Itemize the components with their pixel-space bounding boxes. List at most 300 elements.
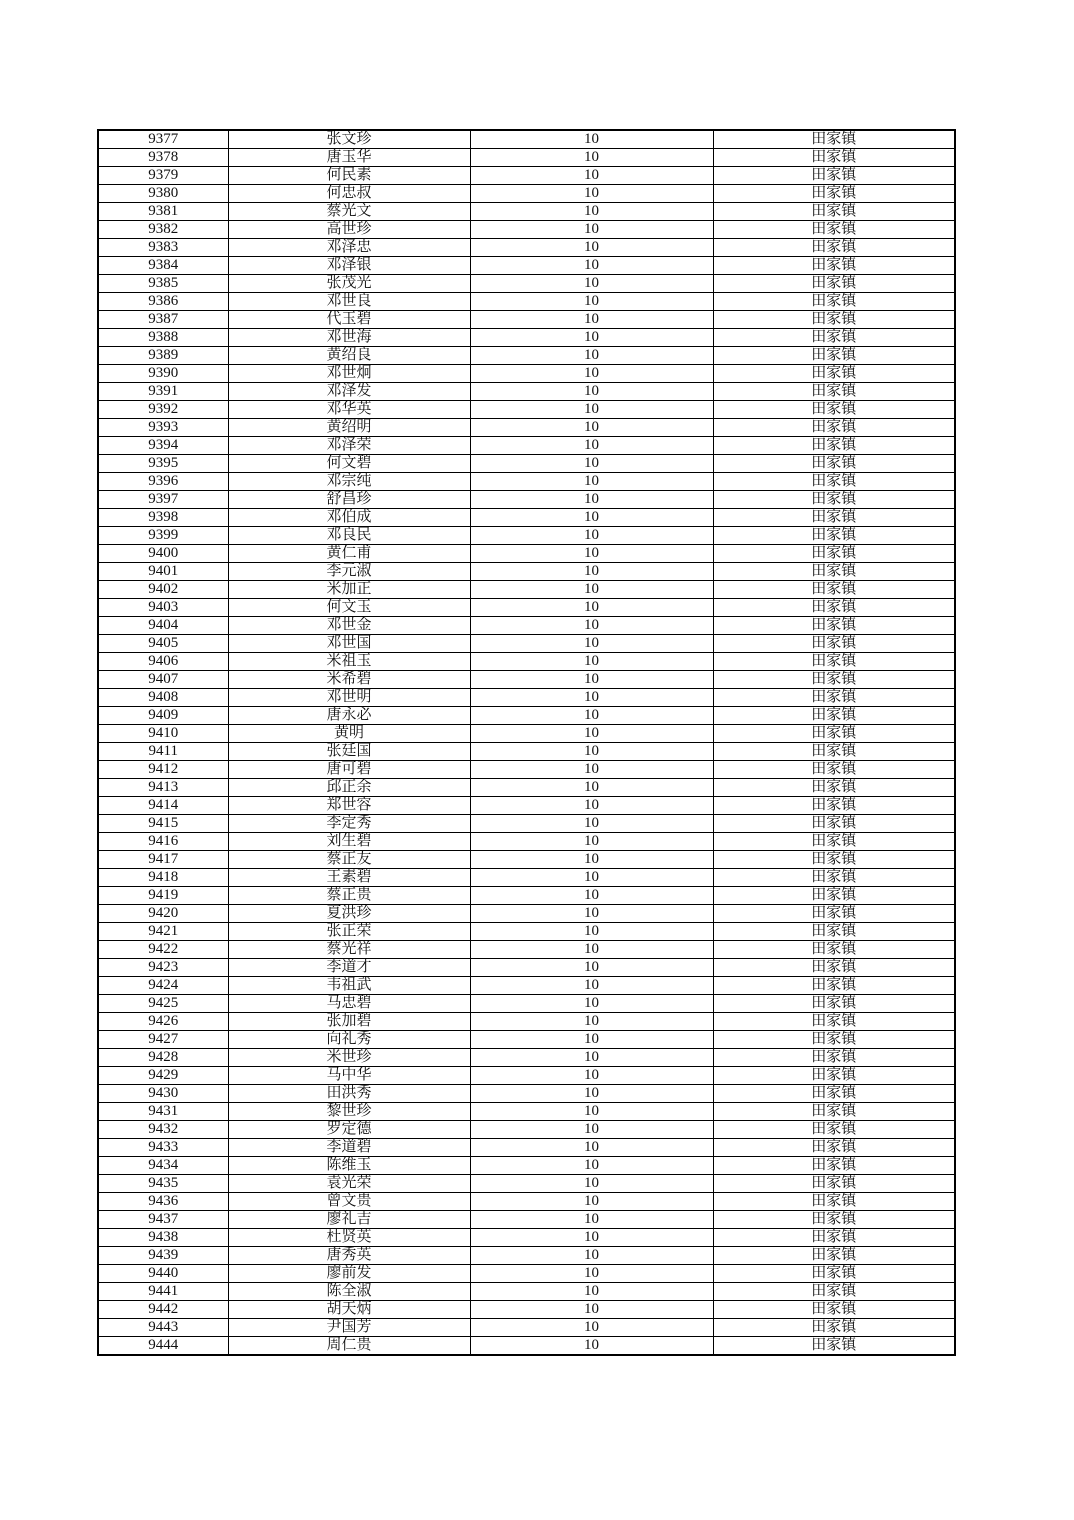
table-row xyxy=(98,419,955,437)
town-cell: 田家镇 xyxy=(713,617,955,635)
name-cell: 唐永必 xyxy=(228,707,470,725)
town-cell: 田家镇 xyxy=(713,1103,955,1121)
row-number-cell: 9438 xyxy=(98,1229,228,1247)
town-cell: 田家镇 xyxy=(713,437,955,455)
amount-cell: 10 xyxy=(470,743,713,761)
table-row xyxy=(98,347,955,365)
row-number-cell: 9430 xyxy=(98,1085,228,1103)
town-cell: 田家镇 xyxy=(713,599,955,617)
amount-cell: 10 xyxy=(470,383,713,401)
name-cell: 周仁贵 xyxy=(228,1337,470,1356)
town-cell: 田家镇 xyxy=(713,130,955,149)
row-number-cell: 9418 xyxy=(98,869,228,887)
name-cell: 马中华 xyxy=(228,1067,470,1085)
amount-cell: 10 xyxy=(470,437,713,455)
town-cell: 田家镇 xyxy=(713,707,955,725)
amount-cell: 10 xyxy=(470,130,713,149)
name-cell: 邓泽荣 xyxy=(228,437,470,455)
town-cell: 田家镇 xyxy=(713,1085,955,1103)
row-number-cell: 9415 xyxy=(98,815,228,833)
row-number-cell: 9428 xyxy=(98,1049,228,1067)
name-cell: 米希碧 xyxy=(228,671,470,689)
name-cell: 唐秀英 xyxy=(228,1247,470,1265)
town-cell: 田家镇 xyxy=(713,725,955,743)
amount-cell: 10 xyxy=(470,221,713,239)
town-cell: 田家镇 xyxy=(713,1157,955,1175)
table-row xyxy=(98,275,955,293)
amount-cell: 10 xyxy=(470,1049,713,1067)
name-cell: 邓世良 xyxy=(228,293,470,311)
amount-cell: 10 xyxy=(470,527,713,545)
table-row xyxy=(98,1319,955,1337)
amount-cell: 10 xyxy=(470,1085,713,1103)
table-row xyxy=(98,1085,955,1103)
row-number-cell: 9395 xyxy=(98,455,228,473)
table-row xyxy=(98,167,955,185)
town-cell: 田家镇 xyxy=(713,581,955,599)
row-number-cell: 9389 xyxy=(98,347,228,365)
row-number-cell: 9420 xyxy=(98,905,228,923)
amount-cell: 10 xyxy=(470,401,713,419)
town-cell: 田家镇 xyxy=(713,275,955,293)
table-row xyxy=(98,329,955,347)
amount-cell: 10 xyxy=(470,455,713,473)
table-row xyxy=(98,743,955,761)
row-number-cell: 9401 xyxy=(98,563,228,581)
table-row xyxy=(98,653,955,671)
row-number-cell: 9431 xyxy=(98,1103,228,1121)
name-cell: 唐玉华 xyxy=(228,149,470,167)
amount-cell: 10 xyxy=(470,887,713,905)
amount-cell: 10 xyxy=(470,851,713,869)
name-cell: 向礼秀 xyxy=(228,1031,470,1049)
table-row xyxy=(98,977,955,995)
row-number-cell: 9382 xyxy=(98,221,228,239)
table-row xyxy=(98,617,955,635)
town-cell: 田家镇 xyxy=(713,221,955,239)
table-row xyxy=(98,833,955,851)
amount-cell: 10 xyxy=(470,1265,713,1283)
row-number-cell: 9377 xyxy=(98,130,228,149)
table-row xyxy=(98,707,955,725)
town-cell: 田家镇 xyxy=(713,1121,955,1139)
name-cell: 李元淑 xyxy=(228,563,470,581)
name-cell: 罗定德 xyxy=(228,1121,470,1139)
table-row xyxy=(98,689,955,707)
amount-cell: 10 xyxy=(470,761,713,779)
town-cell: 田家镇 xyxy=(713,1229,955,1247)
row-number-cell: 9379 xyxy=(98,167,228,185)
table-row xyxy=(98,1121,955,1139)
row-number-cell: 9387 xyxy=(98,311,228,329)
table-row xyxy=(98,887,955,905)
table-row xyxy=(98,509,955,527)
amount-cell: 10 xyxy=(470,275,713,293)
table-row xyxy=(98,365,955,383)
town-cell: 田家镇 xyxy=(713,887,955,905)
name-cell: 邓世炯 xyxy=(228,365,470,383)
amount-cell: 10 xyxy=(470,815,713,833)
table-row xyxy=(98,563,955,581)
amount-cell: 10 xyxy=(470,293,713,311)
name-cell: 黎世珍 xyxy=(228,1103,470,1121)
amount-cell: 10 xyxy=(470,491,713,509)
row-number-cell: 9432 xyxy=(98,1121,228,1139)
row-number-cell: 9402 xyxy=(98,581,228,599)
row-number-cell: 9442 xyxy=(98,1301,228,1319)
table-row xyxy=(98,1031,955,1049)
table-row xyxy=(98,635,955,653)
town-cell: 田家镇 xyxy=(713,419,955,437)
amount-cell: 10 xyxy=(470,1283,713,1301)
row-number-cell: 9419 xyxy=(98,887,228,905)
amount-cell: 10 xyxy=(470,1175,713,1193)
row-number-cell: 9406 xyxy=(98,653,228,671)
table-row xyxy=(98,437,955,455)
town-cell: 田家镇 xyxy=(713,995,955,1013)
name-cell: 刘生碧 xyxy=(228,833,470,851)
row-number-cell: 9393 xyxy=(98,419,228,437)
row-number-cell: 9422 xyxy=(98,941,228,959)
table-row xyxy=(98,725,955,743)
table-row xyxy=(98,905,955,923)
table-row xyxy=(98,599,955,617)
town-cell: 田家镇 xyxy=(713,761,955,779)
town-cell: 田家镇 xyxy=(713,185,955,203)
town-cell: 田家镇 xyxy=(713,797,955,815)
name-cell: 曾文贵 xyxy=(228,1193,470,1211)
name-cell: 邓宗纯 xyxy=(228,473,470,491)
town-cell: 田家镇 xyxy=(713,1031,955,1049)
town-cell: 田家镇 xyxy=(713,671,955,689)
name-cell: 米祖玉 xyxy=(228,653,470,671)
town-cell: 田家镇 xyxy=(713,311,955,329)
amount-cell: 10 xyxy=(470,599,713,617)
table-row xyxy=(98,1247,955,1265)
table-body xyxy=(98,130,955,1355)
row-number-cell: 9397 xyxy=(98,491,228,509)
name-cell: 蔡光祥 xyxy=(228,941,470,959)
row-number-cell: 9390 xyxy=(98,365,228,383)
amount-cell: 10 xyxy=(470,1247,713,1265)
table-row xyxy=(98,527,955,545)
amount-cell: 10 xyxy=(470,1031,713,1049)
amount-cell: 10 xyxy=(470,833,713,851)
town-cell: 田家镇 xyxy=(713,401,955,419)
data-table xyxy=(97,129,956,1356)
row-number-cell: 9383 xyxy=(98,239,228,257)
town-cell: 田家镇 xyxy=(713,833,955,851)
town-cell: 田家镇 xyxy=(713,815,955,833)
row-number-cell: 9435 xyxy=(98,1175,228,1193)
name-cell: 邓良民 xyxy=(228,527,470,545)
table-row xyxy=(98,869,955,887)
table-row xyxy=(98,959,955,977)
amount-cell: 10 xyxy=(470,311,713,329)
town-cell: 田家镇 xyxy=(713,545,955,563)
row-number-cell: 9388 xyxy=(98,329,228,347)
table-row xyxy=(98,1229,955,1247)
name-cell: 黄绍良 xyxy=(228,347,470,365)
table-row xyxy=(98,149,955,167)
town-cell: 田家镇 xyxy=(713,869,955,887)
amount-cell: 10 xyxy=(470,959,713,977)
table-row xyxy=(98,1013,955,1031)
amount-cell: 10 xyxy=(470,1229,713,1247)
row-number-cell: 9410 xyxy=(98,725,228,743)
town-cell: 田家镇 xyxy=(713,1337,955,1356)
town-cell: 田家镇 xyxy=(713,653,955,671)
table-row xyxy=(98,815,955,833)
town-cell: 田家镇 xyxy=(713,1265,955,1283)
table-row xyxy=(98,239,955,257)
town-cell: 田家镇 xyxy=(713,563,955,581)
table-row xyxy=(98,491,955,509)
row-number-cell: 9391 xyxy=(98,383,228,401)
town-cell: 田家镇 xyxy=(713,977,955,995)
town-cell: 田家镇 xyxy=(713,1247,955,1265)
row-number-cell: 9434 xyxy=(98,1157,228,1175)
amount-cell: 10 xyxy=(470,1121,713,1139)
name-cell: 唐可碧 xyxy=(228,761,470,779)
row-number-cell: 9408 xyxy=(98,689,228,707)
name-cell: 黄绍明 xyxy=(228,419,470,437)
row-number-cell: 9426 xyxy=(98,1013,228,1031)
amount-cell: 10 xyxy=(470,995,713,1013)
amount-cell: 10 xyxy=(470,653,713,671)
town-cell: 田家镇 xyxy=(713,851,955,869)
amount-cell: 10 xyxy=(470,239,713,257)
town-cell: 田家镇 xyxy=(713,1283,955,1301)
town-cell: 田家镇 xyxy=(713,347,955,365)
row-number-cell: 9421 xyxy=(98,923,228,941)
table-row xyxy=(98,293,955,311)
table-row xyxy=(98,1265,955,1283)
row-number-cell: 9441 xyxy=(98,1283,228,1301)
name-cell: 袁光荣 xyxy=(228,1175,470,1193)
table-row xyxy=(98,923,955,941)
name-cell: 邓泽发 xyxy=(228,383,470,401)
town-cell: 田家镇 xyxy=(713,905,955,923)
row-number-cell: 9409 xyxy=(98,707,228,725)
row-number-cell: 9424 xyxy=(98,977,228,995)
table-row xyxy=(98,797,955,815)
row-number-cell: 9444 xyxy=(98,1337,228,1356)
name-cell: 何忠叔 xyxy=(228,185,470,203)
table-row xyxy=(98,221,955,239)
name-cell: 米世珍 xyxy=(228,1049,470,1067)
amount-cell: 10 xyxy=(470,149,713,167)
name-cell: 李道才 xyxy=(228,959,470,977)
town-cell: 田家镇 xyxy=(713,329,955,347)
town-cell: 田家镇 xyxy=(713,743,955,761)
amount-cell: 10 xyxy=(470,941,713,959)
name-cell: 张廷国 xyxy=(228,743,470,761)
amount-cell: 10 xyxy=(470,1319,713,1337)
name-cell: 陈维玉 xyxy=(228,1157,470,1175)
row-number-cell: 9437 xyxy=(98,1211,228,1229)
row-number-cell: 9381 xyxy=(98,203,228,221)
row-number-cell: 9400 xyxy=(98,545,228,563)
name-cell: 蔡正友 xyxy=(228,851,470,869)
town-cell: 田家镇 xyxy=(713,1175,955,1193)
town-cell: 田家镇 xyxy=(713,1301,955,1319)
amount-cell: 10 xyxy=(470,869,713,887)
name-cell: 何文玉 xyxy=(228,599,470,617)
row-number-cell: 9416 xyxy=(98,833,228,851)
amount-cell: 10 xyxy=(470,797,713,815)
name-cell: 张加碧 xyxy=(228,1013,470,1031)
amount-cell: 10 xyxy=(470,185,713,203)
amount-cell: 10 xyxy=(470,1337,713,1356)
name-cell: 何民素 xyxy=(228,167,470,185)
amount-cell: 10 xyxy=(470,1193,713,1211)
row-number-cell: 9380 xyxy=(98,185,228,203)
amount-cell: 10 xyxy=(470,1013,713,1031)
row-number-cell: 9417 xyxy=(98,851,228,869)
row-number-cell: 9423 xyxy=(98,959,228,977)
table-row xyxy=(98,130,955,149)
name-cell: 夏洪珍 xyxy=(228,905,470,923)
town-cell: 田家镇 xyxy=(713,365,955,383)
row-number-cell: 9425 xyxy=(98,995,228,1013)
table-row xyxy=(98,383,955,401)
table-row xyxy=(98,761,955,779)
amount-cell: 10 xyxy=(470,419,713,437)
name-cell: 邓华英 xyxy=(228,401,470,419)
table-row xyxy=(98,1283,955,1301)
amount-cell: 10 xyxy=(470,347,713,365)
row-number-cell: 9378 xyxy=(98,149,228,167)
name-cell: 黄明 xyxy=(228,725,470,743)
amount-cell: 10 xyxy=(470,1157,713,1175)
row-number-cell: 9394 xyxy=(98,437,228,455)
row-number-cell: 9404 xyxy=(98,617,228,635)
town-cell: 田家镇 xyxy=(713,239,955,257)
name-cell: 李定秀 xyxy=(228,815,470,833)
table-row xyxy=(98,1193,955,1211)
town-cell: 田家镇 xyxy=(713,1211,955,1229)
amount-cell: 10 xyxy=(470,725,713,743)
name-cell: 邓世金 xyxy=(228,617,470,635)
name-cell: 李道碧 xyxy=(228,1139,470,1157)
name-cell: 邱正余 xyxy=(228,779,470,797)
amount-cell: 10 xyxy=(470,1139,713,1157)
row-number-cell: 9427 xyxy=(98,1031,228,1049)
row-number-cell: 9412 xyxy=(98,761,228,779)
table-row xyxy=(98,1301,955,1319)
row-number-cell: 9386 xyxy=(98,293,228,311)
row-number-cell: 9398 xyxy=(98,509,228,527)
name-cell: 韦祖武 xyxy=(228,977,470,995)
name-cell: 胡天炳 xyxy=(228,1301,470,1319)
town-cell: 田家镇 xyxy=(713,167,955,185)
table-row xyxy=(98,995,955,1013)
town-cell: 田家镇 xyxy=(713,383,955,401)
amount-cell: 10 xyxy=(470,473,713,491)
row-number-cell: 9413 xyxy=(98,779,228,797)
name-cell: 张文珍 xyxy=(228,130,470,149)
town-cell: 田家镇 xyxy=(713,1139,955,1157)
name-cell: 邓伯成 xyxy=(228,509,470,527)
name-cell: 米加正 xyxy=(228,581,470,599)
row-number-cell: 9429 xyxy=(98,1067,228,1085)
amount-cell: 10 xyxy=(470,1211,713,1229)
table-row xyxy=(98,401,955,419)
row-number-cell: 9399 xyxy=(98,527,228,545)
town-cell: 田家镇 xyxy=(713,779,955,797)
table-row xyxy=(98,1211,955,1229)
amount-cell: 10 xyxy=(470,509,713,527)
row-number-cell: 9439 xyxy=(98,1247,228,1265)
table-row xyxy=(98,941,955,959)
town-cell: 田家镇 xyxy=(713,1013,955,1031)
town-cell: 田家镇 xyxy=(713,473,955,491)
town-cell: 田家镇 xyxy=(713,959,955,977)
name-cell: 邓泽银 xyxy=(228,257,470,275)
name-cell: 邓世明 xyxy=(228,689,470,707)
row-number-cell: 9433 xyxy=(98,1139,228,1157)
amount-cell: 10 xyxy=(470,1301,713,1319)
table-row xyxy=(98,185,955,203)
name-cell: 陈全淑 xyxy=(228,1283,470,1301)
amount-cell: 10 xyxy=(470,671,713,689)
name-cell: 郑世容 xyxy=(228,797,470,815)
row-number-cell: 9411 xyxy=(98,743,228,761)
table-row xyxy=(98,257,955,275)
amount-cell: 10 xyxy=(470,779,713,797)
town-cell: 田家镇 xyxy=(713,1193,955,1211)
row-number-cell: 9405 xyxy=(98,635,228,653)
name-cell: 蔡光文 xyxy=(228,203,470,221)
amount-cell: 10 xyxy=(470,635,713,653)
row-number-cell: 9440 xyxy=(98,1265,228,1283)
town-cell: 田家镇 xyxy=(713,1319,955,1337)
name-cell: 杜贤英 xyxy=(228,1229,470,1247)
table-row xyxy=(98,203,955,221)
table-row xyxy=(98,1157,955,1175)
town-cell: 田家镇 xyxy=(713,1049,955,1067)
table-row xyxy=(98,851,955,869)
amount-cell: 10 xyxy=(470,977,713,995)
amount-cell: 10 xyxy=(470,563,713,581)
town-cell: 田家镇 xyxy=(713,491,955,509)
row-number-cell: 9384 xyxy=(98,257,228,275)
row-number-cell: 9392 xyxy=(98,401,228,419)
town-cell: 田家镇 xyxy=(713,509,955,527)
town-cell: 田家镇 xyxy=(713,455,955,473)
table-row xyxy=(98,1175,955,1193)
amount-cell: 10 xyxy=(470,329,713,347)
town-cell: 田家镇 xyxy=(713,149,955,167)
town-cell: 田家镇 xyxy=(713,527,955,545)
table-row xyxy=(98,1067,955,1085)
name-cell: 田洪秀 xyxy=(228,1085,470,1103)
town-cell: 田家镇 xyxy=(713,203,955,221)
town-cell: 田家镇 xyxy=(713,257,955,275)
row-number-cell: 9436 xyxy=(98,1193,228,1211)
name-cell: 马忠碧 xyxy=(228,995,470,1013)
row-number-cell: 9407 xyxy=(98,671,228,689)
town-cell: 田家镇 xyxy=(713,689,955,707)
table-row xyxy=(98,581,955,599)
amount-cell: 10 xyxy=(470,365,713,383)
amount-cell: 10 xyxy=(470,257,713,275)
amount-cell: 10 xyxy=(470,1103,713,1121)
table-row xyxy=(98,545,955,563)
name-cell: 代玉碧 xyxy=(228,311,470,329)
table-row xyxy=(98,779,955,797)
